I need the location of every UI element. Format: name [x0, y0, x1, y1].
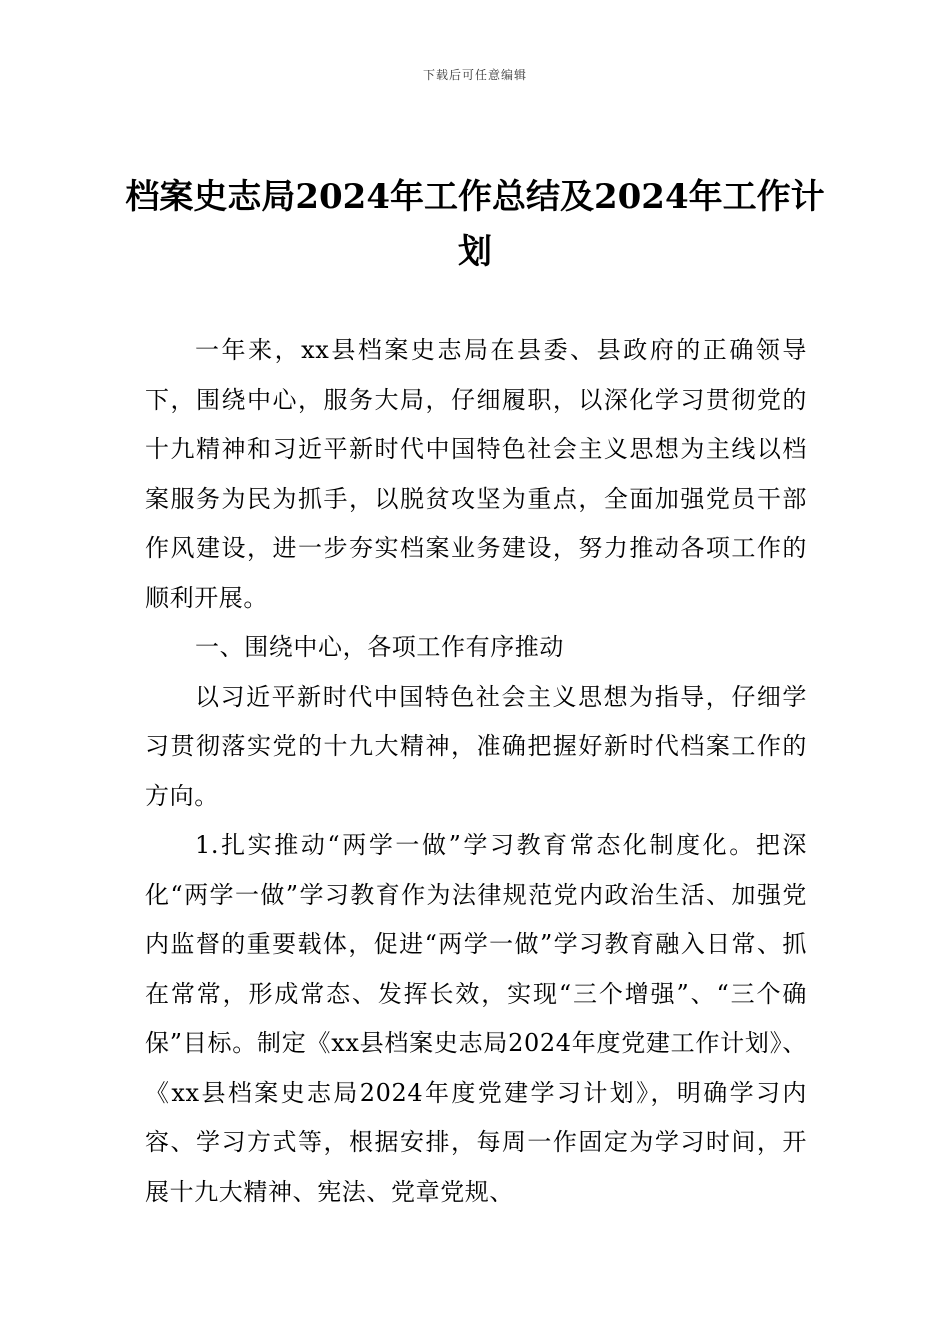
paragraph-item-1: 1.扎实推动“两学一做”学习教育常态化制度化。把深化“两学一做”学习教育作为法律规范党内政治生活、加强党内监督的重要载体，促进“两学一做”学习教育融入日常、抓在常常，形成常态、发挥长效，实现“三个增强”、“三个确保”目标。制定《xx县档案史志局2024年度党建工作计划》、《xx县档案史志局2024年度党建学习计划》，明确学习内容、学习方式等，根据安排，每周一作固定为学习时间，开展十九大精神、宪法、党章党规、 [145, 831, 807, 1206]
paragraph-intro: 一年来，xx县档案史志局在县委、县政府的正确领导下，围绕中心，服务大局，仔细履职，以深化学习贯彻党的十九精神和习近平新时代中国特色社会主义思想为主线以档案服务为民为抓手，以脱贫攻坚为重点，全面加强党员干部作风建设，进一步夯实档案业务建设，努力推动各项工作的顺利开展。 [145, 336, 807, 612]
paragraph-guidance: 以习近平新时代中国特色社会主义思想为指导，仔细学习贯彻落实党的十九大精神，准确把握好新时代档案工作的方向。 [145, 682, 807, 810]
document-body [145, 326, 807, 1217]
header-note: 下载后可任意编辑 [422, 68, 527, 82]
document-title: 档案史志局2024年工作总结及2024年工作计划 [125, 177, 825, 272]
section-heading-1: 一、围绕中心，各项工作有序推动 [195, 633, 564, 661]
